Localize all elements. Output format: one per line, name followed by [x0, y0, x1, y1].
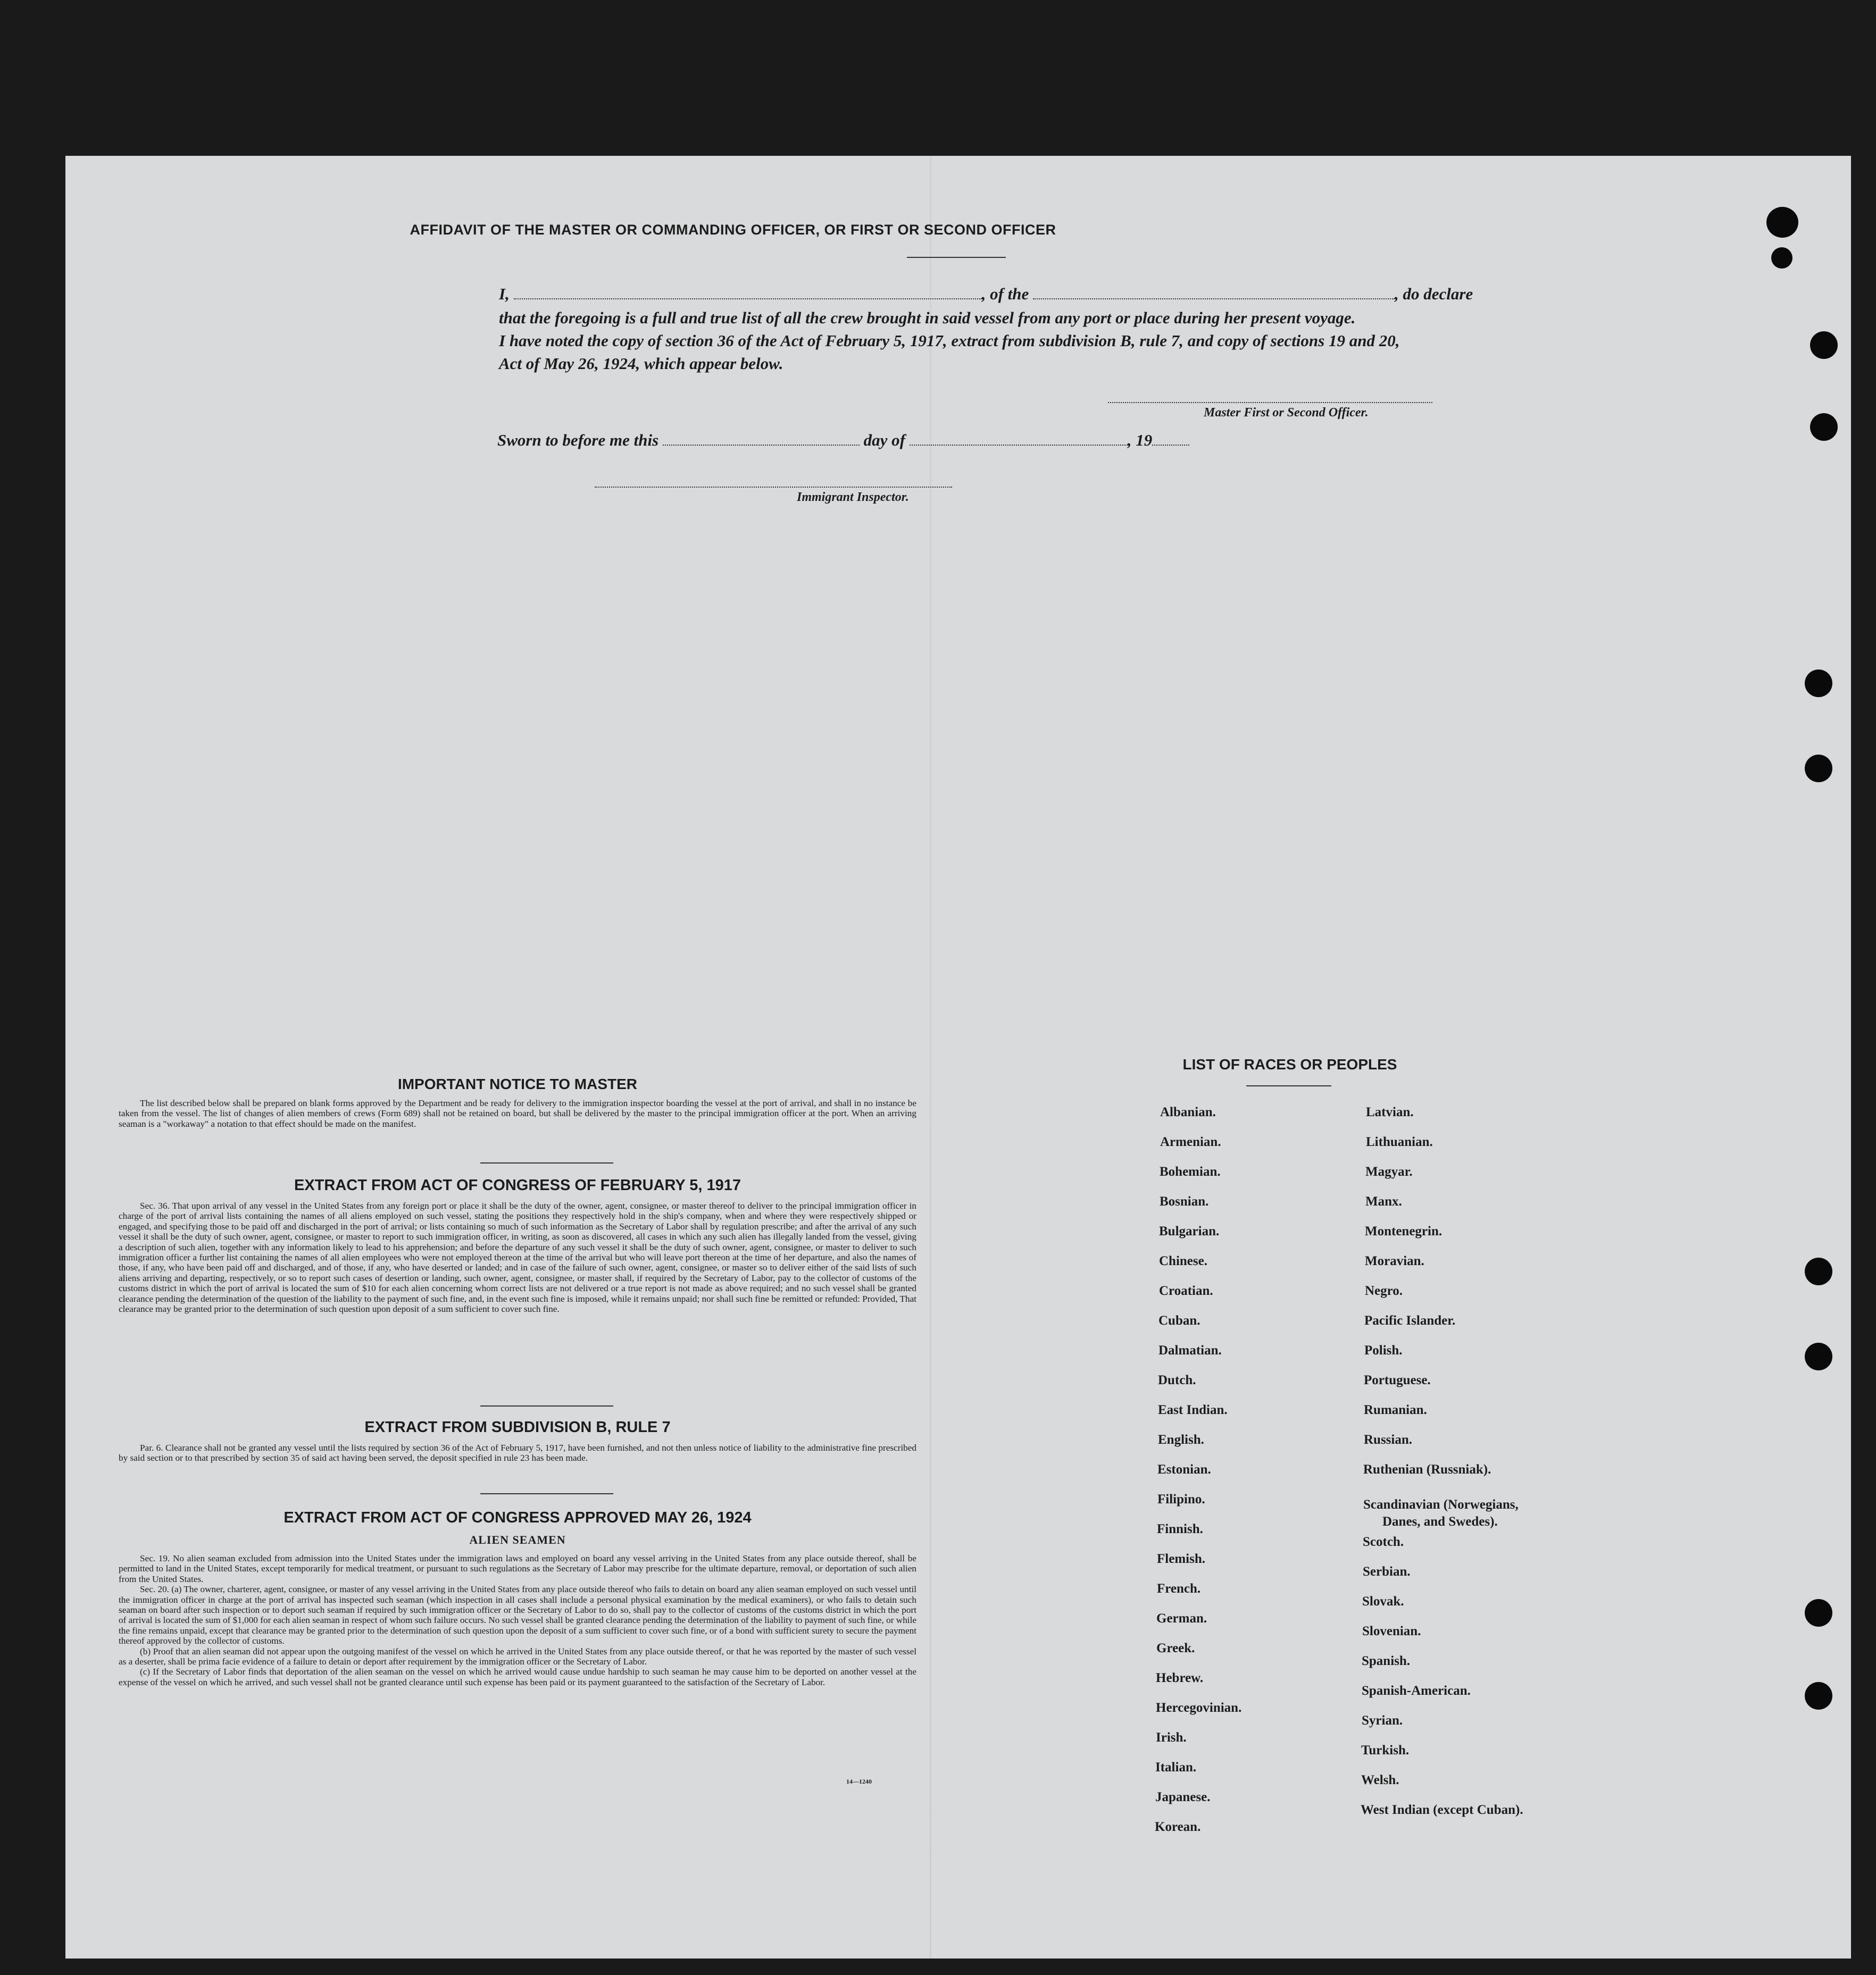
race-item: Ruthenian (Russniak).	[1363, 1462, 1491, 1477]
race-item: Dutch.	[1158, 1373, 1196, 1387]
sec19-paragraph: Sec. 19. No alien seaman excluded from admission into the United States under the immigration laws and employed on board any vessel arriving in the United States from any place outside thereof, shall be permitted to land in the United States, except temporarily for medical treatment, or pursuant to such regulations as the Secretary of Labor may prescribe for the ultimate departure, removal, or deportation of such alien from the United States.	[119, 1553, 916, 1584]
races-title: LIST OF RACES OR PEOPLES	[1182, 1056, 1397, 1073]
race-item: Armenian.	[1160, 1135, 1221, 1149]
sec20b-paragraph: (b) Proof that an alien seaman did not appear upon the outgoing manifest of the vessel on which he arrived in the United States from any place outside thereof, or that he was reported by the master of such vessel as a deserter, shall be prima facie evidence of a failure to detain or deport after requirement by the immigration officer or the Secretary of Labor.	[119, 1646, 916, 1667]
punch-hole	[1805, 755, 1832, 782]
races-title-underline	[1246, 1085, 1331, 1086]
affidavit-do-declare: , do declare	[1395, 284, 1473, 303]
race-item: Cuban.	[1158, 1313, 1200, 1328]
punch-hole	[1805, 1343, 1832, 1370]
sworn-year-field[interactable]	[1152, 434, 1189, 446]
race-item: Rumanian.	[1364, 1403, 1427, 1417]
race-item: Bulgarian.	[1159, 1224, 1220, 1238]
punch-hole	[1805, 1258, 1832, 1285]
notice-paragraph: The list described below shall be prepared on blank forms approved by the Department and be ready for delivery to the immigration inspector boarding the vessel at the port of arrival, and shall in no instance be taken from the vessel. The list of changes of alien members of crews (Form 689) shall not be retained on board, but shall be delivered by the master to the principal immigration officer at the port. When an arriving seaman is a "workaway" a notation to that effect should be made on the manifest.	[119, 1098, 916, 1129]
punch-hole	[1805, 1682, 1832, 1710]
race-item: Polish.	[1364, 1343, 1403, 1358]
race-item: Bohemian.	[1160, 1165, 1221, 1179]
day-of-text: day of	[863, 431, 905, 449]
race-item: Lithuanian.	[1366, 1135, 1433, 1149]
race-item: Estonian.	[1157, 1462, 1211, 1477]
race-item: Slovak.	[1362, 1594, 1404, 1609]
section-divider	[480, 1405, 613, 1407]
inspector-line	[595, 487, 952, 488]
race-item: Italian.	[1155, 1760, 1197, 1775]
race-item: Greek.	[1156, 1641, 1195, 1655]
punch-hole	[1771, 247, 1792, 269]
race-item: Bosnian.	[1160, 1194, 1209, 1209]
affidavit-line-3: I have noted the copy of section 36 of the Act of February 5, 1917, extract from subdivision B, rule 7, and copy of sections 19 and 20,	[499, 331, 1400, 350]
extract-1917-text	[119, 1201, 916, 1314]
form-number: 14—1240	[846, 1778, 872, 1785]
race-item: Serbian.	[1363, 1564, 1411, 1579]
sworn-day-field[interactable]	[663, 434, 860, 446]
affidavit-title: AFFIDAVIT OF THE MASTER OR COMMANDING OFFICER, OR FIRST OR SECOND OFFICER	[410, 222, 1056, 238]
fold-crease	[930, 156, 931, 1959]
sworn-line	[497, 431, 1189, 450]
signature-line	[1108, 402, 1432, 403]
race-item: Hebrew.	[1156, 1671, 1204, 1685]
sec20a-paragraph: Sec. 20. (a) The owner, charterer, agent, consignee, or master of any vessel arriving in the United States from any place outside thereof who fails to detain on board any alien seaman employed on such vessel until the immigration officer in charge at the port of arrival has inspected such seaman (which inspection in all cases shall include a personal physical examination by the medical examiners), or who fails to detain such seaman on board after such inspection or to deport such seaman if required by such immigration officer or the Secretary of Labor to do so, shall pay to the collector of customs of the customs district in which the port of arrival is located the sum of $1,000 for each alien seaman in respect of whom such failure occurs. No such vessel shall be granted clearance pending the determination of the liability to payment of such fine, or while the fine remains unpaid, except that clearance may be granted prior to the determination of such question upon the deposit of a sum sufficient to cover such fine, or of a bond with sufficient surety to secure the payment thereof approved by the collector of customs.	[119, 1584, 916, 1646]
punch-hole	[1810, 413, 1838, 441]
affidavit-line-2: that the foregoing is a full and true list of all the crew brought in said vessel from any port or place during her present voyage.	[499, 308, 1356, 327]
notice-text	[119, 1098, 916, 1129]
race-item: Magyar.	[1365, 1165, 1413, 1179]
vessel-field[interactable]	[1033, 288, 1395, 299]
race-item: Montenegrin.	[1365, 1224, 1443, 1238]
race-item: Finnish.	[1157, 1522, 1203, 1536]
section-divider	[480, 1162, 613, 1164]
race-item: Spanish.	[1362, 1654, 1411, 1668]
race-item: Flemish.	[1157, 1552, 1205, 1566]
race-item: Negro.	[1365, 1284, 1403, 1298]
race-item: East Indian.	[1158, 1403, 1228, 1417]
race-item: Manx.	[1365, 1194, 1402, 1209]
race-item: Dalmatian.	[1158, 1343, 1222, 1358]
sec36-paragraph: Sec. 36. That upon arrival of any vessel in the United States from any foreign port or place it shall be the duty of the owner, agent, consignee, or master thereof to deliver to the principal immigration officer in charge of the port of arrival lists containing the names of all aliens employed on such vessel, stating the positions they respectively hold in the ship's company, when and where they were respectively shipped or engaged, and specifying those to be paid off and discharged in the port of arrival; or lists containing so much of such information as the Secretary of Labor shall by regulation prescribe; and after the arrival of any such vessel it shall be the duty of such owner, agent, consignee, or master to report to such immigration officer, in writing, as soon as discovered, all cases in which any such alien has illegally landed from the vessel, giving a description of such alien, together with any information likely to lead to his apprehension; and before the departure of any such vessel it shall be the duty of such owner, agent, consignee, or master to deliver to such immigration officer a further list containing the names of all alien employees who were not employed thereon at the time of the arrival but who will leave port thereon at the time of her departure, and also the names of those, if any, who have been paid off and discharged, and of those, if any, who have deserted or landed; and in case of the failure of such owner, agent, consignee, or master so to deliver either of the said lists of such aliens arriving and departing, respectively, or so to report such cases of desertion or landing, such owner, agent, consignee, or master shall, if required by the Secretary of Labor, pay to the collector of customs of the customs district in which the port of arrival is located the sum of $10 for each alien concerning whom correct lists are not delivered or a true report is not made as above required; and no such vessel shall be granted clearance pending the determination of the question of the liability to the payment of such fine, and, in the event such fine is imposed, while it remains unpaid; nor shall such fine be remitted or refunded: Provided, That clearance may be granted prior to the determination of such question upon deposit of a sum sufficient to cover such fine.	[119, 1201, 916, 1315]
race-item: Syrian.	[1362, 1713, 1403, 1728]
race-item: West Indian (except Cuban).	[1361, 1803, 1523, 1817]
sworn-month-field[interactable]	[910, 434, 1128, 446]
punch-hole	[1810, 331, 1838, 359]
race-item: Moravian.	[1365, 1254, 1424, 1268]
affidavit-line-4: Act of May 26, 1924, which appear below.	[499, 354, 783, 373]
race-item: Filipino.	[1157, 1492, 1205, 1507]
extract-1917-title: EXTRACT FROM ACT OF CONGRESS OF FEBRUARY 5, 1917	[294, 1177, 741, 1194]
punch-hole	[1805, 1599, 1832, 1627]
name-field[interactable]	[514, 288, 982, 299]
race-item: Turkish.	[1361, 1743, 1410, 1758]
race-item: Spanish-American.	[1362, 1684, 1471, 1698]
section-divider	[480, 1493, 613, 1494]
race-item: Scotch.	[1363, 1535, 1404, 1549]
race-item: German.	[1156, 1611, 1207, 1626]
race-item: Chinese.	[1159, 1254, 1207, 1268]
sec20c-paragraph: (c) If the Secretary of Labor finds that deportation of the alien seaman on the vessel on which he arrived would cause undue hardship to such seaman he may cause him to be deported on another vessel at the expense of the vessel on which he arrived, and such vessel shall not be granted clearance until such expense has been paid or its payment guaranteed to the satisfaction of the Secretary of Labor.	[119, 1667, 916, 1687]
notice-title: IMPORTANT NOTICE TO MASTER	[397, 1076, 638, 1092]
document-page	[65, 156, 1851, 1959]
title-underline	[907, 257, 1006, 258]
race-item: Korean.	[1155, 1820, 1201, 1834]
extract-1924-text	[119, 1553, 916, 1687]
affidavit-i: I,	[499, 284, 510, 303]
race-item: Japanese.	[1155, 1790, 1211, 1804]
race-item: Croatian.	[1159, 1284, 1213, 1298]
race-item: Portuguese.	[1364, 1373, 1431, 1387]
year-prefix: , 19	[1127, 431, 1153, 449]
race-item: Welsh.	[1361, 1773, 1399, 1787]
punch-hole	[1805, 670, 1832, 697]
race-item: Hercegovinian.	[1156, 1701, 1242, 1715]
rule7-text	[119, 1443, 916, 1463]
race-item: English.	[1158, 1433, 1204, 1447]
race-item: Russian.	[1364, 1433, 1413, 1447]
race-item: Latvian.	[1366, 1105, 1414, 1119]
race-item: Albanian.	[1160, 1105, 1216, 1119]
inspector-caption: Immigrant Inspector.	[797, 490, 909, 504]
rule7-title: EXTRACT FROM SUBDIVISION B, RULE 7	[364, 1419, 671, 1436]
race-item: Pacific Islander.	[1364, 1313, 1456, 1328]
affidavit-line-1	[499, 284, 1473, 304]
affidavit-of-the: , of the	[981, 284, 1029, 303]
alien-seamen-subtitle: ALIEN SEAMEN	[469, 1533, 566, 1546]
race-item: French.	[1157, 1581, 1201, 1596]
punch-hole	[1766, 207, 1798, 238]
extract-1924-title: EXTRACT FROM ACT OF CONGRESS APPROVED MAY 26, 1924	[284, 1509, 752, 1526]
rule7-paragraph: Par. 6. Clearance shall not be granted any vessel until the lists required by section 36 of the Act of February 5, 1917, have been furnished, and not then unless notice of liability to the administrative fine prescribed by said section or to that prescribed by section 35 of said act having been served, the deposit specified in rule 23 has been made.	[119, 1443, 916, 1463]
race-item: Slovenian.	[1362, 1624, 1421, 1638]
sworn-text: Sworn to before me this	[497, 431, 659, 449]
race-item: Scandinavian (Norwegians,	[1363, 1497, 1519, 1512]
race-item: Danes, and Swedes).	[1382, 1514, 1498, 1529]
race-item: Irish.	[1156, 1730, 1187, 1745]
signature-caption: Master First or Second Officer.	[1204, 406, 1369, 420]
